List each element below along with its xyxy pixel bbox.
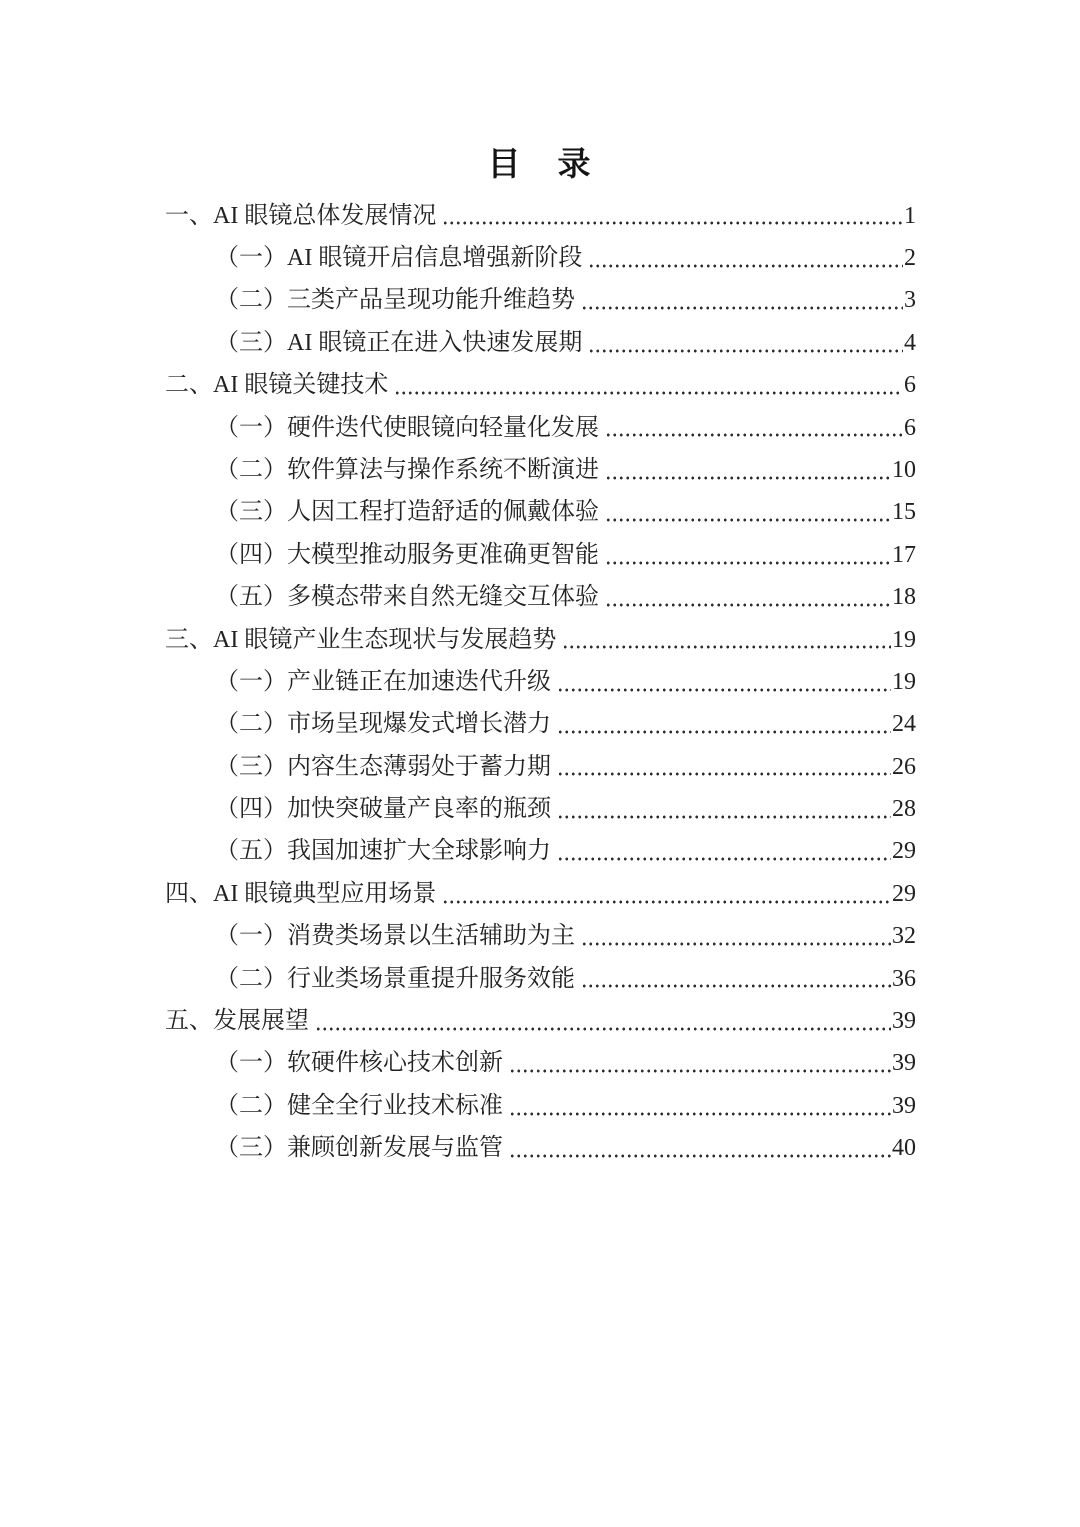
toc-entry-page-number: 2 [904,244,916,271]
toc-entry [165,654,916,696]
toc-entry-label: （四）加快突破量产良率的瓶颈 [215,796,551,823]
toc-entry-label: （一）软硬件核心技术创新 [215,1050,503,1077]
dotted-leader [315,1025,891,1033]
toc-entry-page-number: 1 [904,202,916,229]
toc-entry-label: （一）AI 眼镜开启信息增强新阶段 [215,244,583,271]
dotted-leader [581,982,891,990]
toc-entry-label: （一）产业链正在加速迭代升级 [215,668,551,695]
dotted-leader [557,686,891,694]
dotted-leader [605,516,891,524]
dotted-leader [509,1152,891,1160]
dotted-leader [605,431,903,439]
dotted-leader [605,601,891,609]
toc-entry-label: （二）健全全行业技术标准 [215,1092,503,1119]
toc-entry-page-number: 3 [904,287,916,314]
toc-entry-page-number: 26 [892,753,916,780]
toc-entry-page-number: 15 [892,499,916,526]
toc-entry [165,485,916,527]
dotted-leader [557,855,891,863]
toc-entry-page-number: 18 [892,584,916,611]
toc-entry-page-number: 24 [892,711,916,738]
toc-entry [165,697,916,739]
toc-entry-label: （二）行业类场景重提升服务效能 [215,965,575,992]
page-title: 目 录 [487,147,593,183]
toc-entry-label: 三、AI 眼镜产业生态现状与发展趋势 [165,626,557,653]
toc-entry-page-number: 19 [892,626,916,653]
toc-list [165,188,916,1163]
toc-entry [165,527,916,569]
toc-entry-page-number: 6 [904,372,916,399]
toc-entry [165,570,916,612]
dotted-leader [581,940,891,948]
toc-entry-page-number: 39 [892,1008,916,1035]
toc-entry-label: 四、AI 眼镜典型应用场景 [165,880,437,907]
dotted-leader [557,728,891,736]
toc-entry-label: （一）消费类场景以生活辅助为主 [215,923,575,950]
dotted-leader [605,559,891,567]
toc-entry [165,358,916,400]
toc-entry [165,400,916,442]
toc-entry-label: （五）我国加速扩大全球影响力 [215,838,551,865]
toc-entry [165,273,916,315]
dotted-leader [509,1067,891,1075]
toc-entry [165,1036,916,1078]
dotted-leader [605,474,891,482]
toc-entry-label: 五、发展展望 [165,1008,309,1035]
toc-entry-label: 二、AI 眼镜关键技术 [165,372,389,399]
toc-entry [165,230,916,272]
toc-entry-label: （二）软件算法与操作系统不断演进 [215,456,599,483]
toc-entry-page-number: 29 [892,838,916,865]
toc-entry-label: 一、AI 眼镜总体发展情况 [165,202,437,229]
toc-entry-label: （三）人因工程打造舒适的佩戴体验 [215,499,599,526]
toc-entry [165,739,916,781]
dotted-leader [557,770,891,778]
toc-entry-label: （一）硬件迭代使眼镜向轻量化发展 [215,414,599,441]
toc-entry [165,781,916,823]
toc-entry [165,315,916,357]
dotted-leader [562,643,891,651]
toc-entry-page-number: 17 [892,541,916,568]
toc-entry-page-number: 40 [892,1135,916,1162]
dotted-leader [557,813,891,821]
dotted-leader [442,219,903,227]
toc-entry-label: （三）内容生态薄弱处于蓄力期 [215,753,551,780]
toc-entry-label: （三）兼顾创新发展与监管 [215,1135,503,1162]
toc-entry [165,824,916,866]
toc-entry [165,866,916,908]
toc-entry [165,993,916,1035]
toc-entry-page-number: 32 [892,923,916,950]
toc-entry-page-number: 28 [892,796,916,823]
toc-entry [165,188,916,230]
toc-entry-page-number: 19 [892,668,916,695]
toc-entry [165,951,916,993]
dotted-leader [509,1110,891,1118]
toc-entry-label: （二）市场呈现爆发式增长潜力 [215,711,551,738]
dotted-leader [588,347,903,355]
dotted-leader [588,262,903,270]
toc-entry [165,909,916,951]
toc-entry-page-number: 36 [892,965,916,992]
toc-entry-page-number: 6 [904,414,916,441]
toc-entry-page-number: 10 [892,456,916,483]
toc-entry-label: （二）三类产品呈现功能升维趋势 [215,287,575,314]
toc-entry [165,1121,916,1163]
toc-entry-label: （三）AI 眼镜正在进入快速发展期 [215,329,583,356]
toc-entry [165,442,916,484]
toc-entry-page-number: 39 [892,1092,916,1119]
toc-entry [165,612,916,654]
toc-entry-label: （五）多模态带来自然无缝交互体验 [215,584,599,611]
toc-entry-page-number: 4 [904,329,916,356]
dotted-leader [442,898,891,906]
dotted-leader [581,304,903,312]
toc-entry-page-number: 39 [892,1050,916,1077]
toc-entry [165,1078,916,1120]
toc-entry-page-number: 29 [892,880,916,907]
dotted-leader [394,389,903,397]
toc-entry-label: （四）大模型推动服务更准确更智能 [215,541,599,568]
